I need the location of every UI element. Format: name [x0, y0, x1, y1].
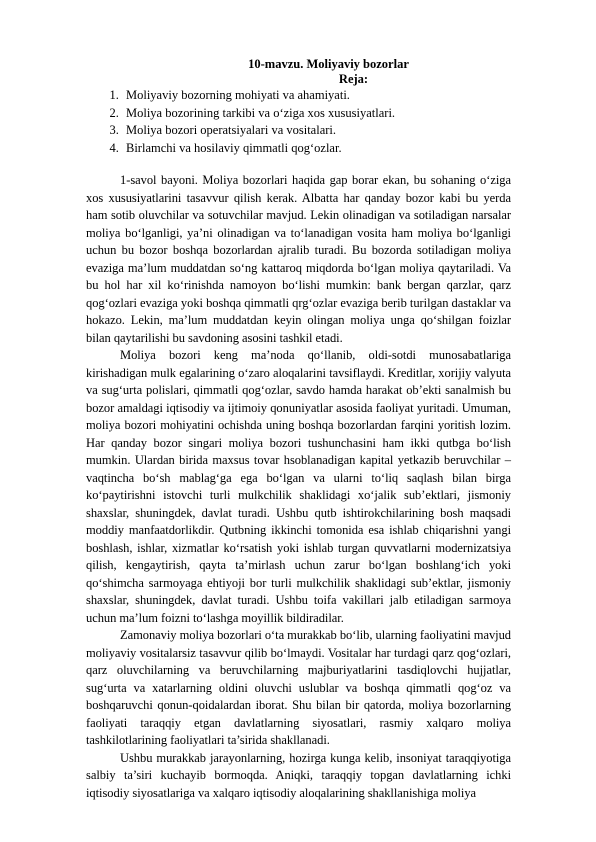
plan-item: 2. Moliya bozorining tarkibi va o‘ziga xos xususiyatlari. — [122, 105, 511, 123]
body-text — [86, 172, 511, 802]
document-page — [86, 57, 511, 802]
paragraph: Moliya bozori keng ma’noda qo‘llanib, oldi-sotdi munosabatlariga kirishadigan mulk egalarining o‘zaro aloqalarini tavsiflaydi. Kreditlar, xorijiy valyuta va sug‘urta polislari, qimmatli qog‘ozlar, savdo hamda harakat ob’ekti sanalmish bu bozor amaldagi iqtisodiy va ijtimoiy qonuniyatlar asosida faoliyat yuritadi. Umuman, moliya bozori mohiyatini ochishda uning boshqa bozorlardan farqini yoritish lozim. Har qanday bozor singari moliya bozori tushunchasini ham ikki qutbga bo‘lish mumkin. Ulardan birida maxsus tovar hsoblanadigan kapital yetkazib beruvchilar – vaqtincha bo‘sh mablag‘ga ega bo‘lgan va ularni to‘liq saqlash bilan birga ko‘paytirishni istovchi turli mulkchilik shaklidagi xo‘jalik sub’ektlari, jismoniy shaxslar, shuningdek, davlat turadi. Ushbu qutb ishtirokchilarining bosh maqsadi moddiy manfaatdorlikdir. Qutbning ikkinchi tomonida esa ishlab chiqarishni yangi boshlash, ishlar, xizmatlar ko‘rsatish yoki ishlab turgan quvvatlarni modernizatsiya qilish, kengaytirish, qayta ta’mirlash uchun zarur bo‘lgan boshlang‘ich yoki qo‘shimcha sarmoyaga ehtiyoji bor turli mulkchilik shaklidagi sub’ektlar, jismoniy shaxslar, shuningdek, davlat turadi. Ushbu toifa vakillari jalb etiladigan sarmoya uchun ma’lum foizni to‘lashga moyillik bildiradilar. — [86, 348, 511, 625]
plan-item: 3. Moliya bozori operatsiyalari va vositalari. — [122, 122, 511, 140]
plan-item: 1. Moliyaviy bozorning mohiyati va ahamiyati. — [122, 87, 511, 105]
document-title: 10-mavzu. Moliyaviy bozorlar — [248, 57, 409, 71]
paragraph: Zamonaviy moliya bozorlari o‘ta murakkab bo‘lib, ularning faoliyatini mavjud moliyaviy vositalarsiz tasavvur qilib bo‘lmaydi. Vositalar har turdagi qarz qog‘ozlari, qarz oluvchilarning va beruvchilarning majburiyatlarini tasdiqlovchi hujjatlar, sug‘urta va xatarlarning oldini oluvchi uslublar va boshqa qimmatli qog‘oz va boshqaruvchi qonun-qoidalardan iborat. Shu bilan bir qatorda, moliya bozorlarning faoliyati taraqqiy etgan davlatlarning siyosatlari, rasmiy xalqaro moliya tashkilotlarining faoliyatlari ta’sirida shakllanadi. — [86, 628, 511, 747]
plan-item: 4. Birlamchi va hosilaviy qimmatli qog‘ozlar. — [122, 140, 511, 158]
paragraph: Ushbu murakkab jarayonlarning, hozirga kunga kelib, insoniyat taraqqiyotiga salbiy ta’siri kuchayib bormoqda. Aniqki, taraqqiy topgan davlatlarning ichki iqtisodiy siyosatlariga va xalqaro iqtisodiy aloqalarining shakllanishiga moliya — [86, 750, 511, 800]
paragraph: 1-savol bayoni. Moliya bozorlari haqida gap borar ekan, bu sohaning o‘ziga xos xususiyatlarini tasavvur qilish kerak. Albatta har qanday bozor kabi bu yerda ham sotib oluvchilar va sotuvchilar mavjud. Lekin olinadigan va sotiladigan narsalar moliya bo‘lganligi, ya’ni olinadigan va to‘lanadigan vosita ham moliya bo‘lganligi uchun bu bozor boshqa bozorlardan ajralib turadi. Bu bozorda sotiladigan moliya evaziga ma’lum muddatdan so‘ng kattaroq miqdorda bo‘lgan moliya qaytariladi. Va bu hol har xil ko‘rinishda namoyon bo‘lishi mumkin: bank bergan qarzlar, qarz qog‘ozlari evaziga yoki boshqa qimmatli qrg‘ozlar evaziga berib turilgan dastaklar va hokazo. Lekin, ma’lum muddatdan keyin olingan moliya unga qo‘shilgan foizlar bilan qaytarilishi bu savdoning asosini tashkil etadi. — [86, 173, 511, 345]
plan-list — [86, 87, 511, 157]
plan-heading: Reja: — [338, 72, 369, 86]
